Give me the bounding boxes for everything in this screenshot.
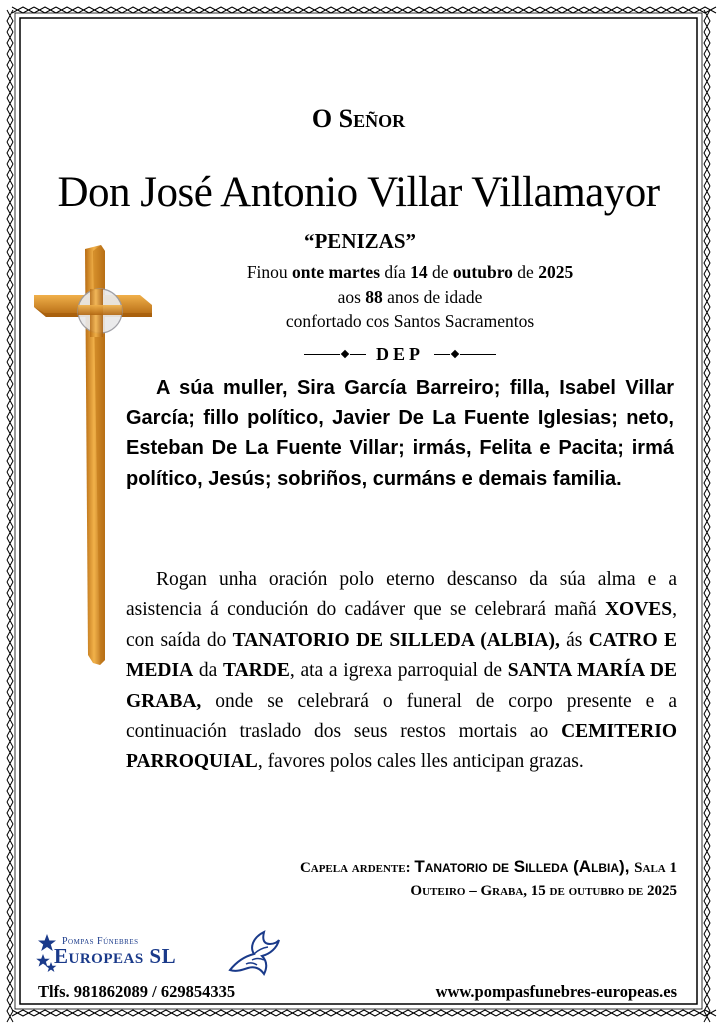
dove-icon [224, 930, 280, 978]
phone-numbers: Tlfs. 981862089 / 629854335 [38, 982, 236, 1001]
age-line: aos 88 anos de idade [337, 287, 483, 307]
wake-location [300, 857, 677, 877]
dep-label: DEP [376, 343, 424, 364]
place-date-line: Outeiro – Graba, 15 de outubro de 2025 [410, 883, 677, 899]
company-logo [36, 930, 286, 978]
heading-title: O Señor [311, 104, 406, 133]
capela-place: Tanatorio de Silleda (Albia), [414, 857, 635, 876]
capela-label: Capela ardente: [299, 860, 415, 876]
nickname: “PENIZAS” [303, 229, 417, 253]
family-paragraph: A súa muller, Sira García Barreiro; filla, Isabel Villar García; fillo político, Javier De La Fuente Iglesias; neto, Esteban De La Fuente Villar; irmás, Felita e Pacita; irmá político, Jesús; sobriños, curmáns e demais familia. [126, 377, 674, 490]
ornament-right [434, 351, 496, 357]
ornament-left [304, 351, 366, 357]
deceased-name: Don José Antonio Villar Villamayor [57, 169, 660, 216]
prayer-paragraph: Rogan unha oración polo eterno descanso da súa alma e a asistencia á condución do cadáver que se celebrará mañá XOVES, con saída do TANATORIO DE SILLEDA (ALBIA), ás CATRO E MEDIA da TARDE, ata a igrexa parroquial de SANTA MARÍA DE GRABA, onde se celebrará o funeral de corpo presente e a continuación traslado dos seus restos mortais ao CEMITERIO PARROQUIAL, favores polos cales lles anticipan grazas. [126, 569, 677, 773]
logo-title: Europeas SL [54, 944, 177, 968]
website-link[interactable]: www.pompasfunebres-europeas.es [435, 982, 677, 1001]
logo-subtitle: Pompas Fúnebres [62, 936, 139, 947]
sacraments-line: confortado cos Santos Sacramentos [285, 311, 535, 331]
dep-divider [270, 340, 530, 368]
capela-room: Sala 1 [634, 860, 677, 876]
death-date-line: Finou onte martes día 14 de outubro de 2025 [246, 262, 574, 282]
